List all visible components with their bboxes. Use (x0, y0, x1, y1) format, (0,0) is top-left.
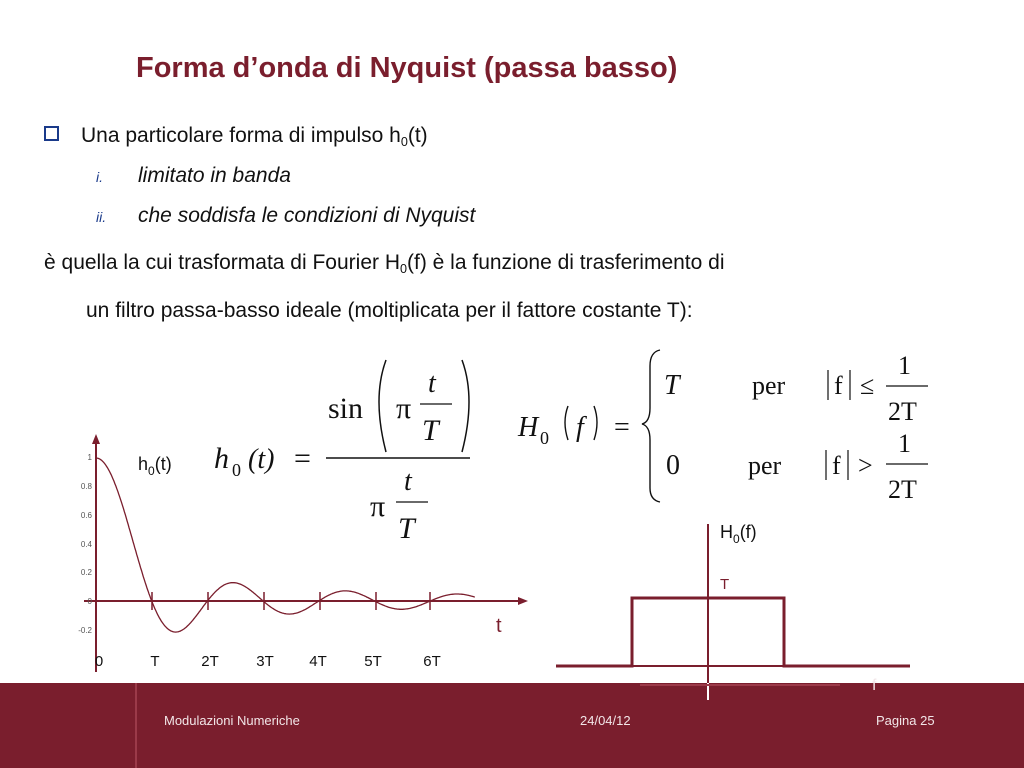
formula-t-den: t (404, 466, 412, 497)
para-text-1: è quella la cui trasformata di Fourier H (44, 251, 400, 274)
slide-title: Forma d’onda di Nyquist (passa basso) (136, 52, 678, 84)
formula2-case2-per: per (748, 451, 782, 480)
footer-bar (0, 683, 1024, 768)
bullet-subscript: 0 (400, 134, 408, 149)
y-tick-label: 0.4 (80, 540, 92, 549)
plot-H0-level-label: T (720, 576, 730, 593)
formula2-case1-val: T (664, 370, 680, 401)
footer-page: Pagina 25 (876, 713, 935, 728)
formula-H0 (517, 350, 928, 504)
formula-h: h (214, 442, 229, 475)
formula2-brace (642, 350, 660, 502)
x-axis-arrow-icon (518, 597, 528, 605)
sub-item-text: che soddisfa le condizioni di Nyquist (138, 204, 476, 227)
formula-pi-den: π (370, 490, 386, 523)
formula-paren-right (462, 360, 469, 452)
para-line-2: un filtro passa-basso ideale (moltiplicata per il fattore costante T): (86, 298, 693, 322)
x-tick-label: 4T (309, 653, 327, 670)
plot-H0-label: $H_0(f)$ (720, 522, 757, 546)
formula2-case2-op: > (858, 451, 873, 480)
y-tick-label: -0.2 (78, 626, 92, 635)
formula2-arg: f (576, 412, 584, 443)
formula-h-arg: (t) (248, 444, 275, 475)
formula-h0 (214, 360, 470, 545)
para-subscript: 0 (400, 261, 408, 276)
formula2-case1-per: per (752, 371, 786, 400)
formula2-H-sub: 0 (540, 428, 549, 448)
x-tick-label: 3T (256, 653, 274, 670)
sub-item-number: i. (96, 169, 103, 185)
formula2-H: H (518, 412, 539, 443)
plot-H0-x-label: f (872, 677, 877, 694)
formula2-case2-den: 2T (888, 475, 917, 504)
x-tick-label: 2T (201, 653, 219, 670)
x-tick-label: 6T (423, 653, 441, 670)
formula2-case1-op: ≤ (860, 371, 875, 400)
footer-course: Modulazioni Numeriche (164, 713, 300, 728)
y-tick-label: 1 (87, 453, 92, 462)
formula2-case1-f: f (834, 371, 843, 400)
footer-date: 24/04/12 (580, 713, 631, 728)
rect-function (556, 598, 910, 666)
x-tick-label: T (150, 653, 160, 670)
formula-t: t (428, 368, 436, 399)
y-tick-label: 0.6 (80, 511, 92, 520)
x-tick-label: 0 (94, 653, 104, 670)
formula-eq: = (294, 442, 311, 475)
x-tick-label: 5T (364, 653, 382, 670)
plot-h0-label: $h_0(t)$ (138, 454, 172, 478)
formula-h-sub: 0 (232, 460, 241, 480)
formula2-case2-f: f (832, 451, 841, 480)
sinc-curve (96, 458, 475, 632)
para-text-2: (f) è la funzione di trasferimento di (407, 251, 725, 274)
sub-item-text: limitato in banda (138, 164, 291, 187)
bullet-text: Una particolare forma di impulso h (81, 124, 401, 147)
sub-item-number: ii. (96, 209, 107, 225)
bullet-tail: (t) (407, 124, 428, 147)
formula-sin: sin (328, 392, 364, 425)
formula2-eq: = (614, 412, 630, 443)
formula-T-den: T (398, 512, 415, 545)
y-tick-label: 0.2 (80, 568, 92, 577)
formula2-case1-den: 2T (888, 397, 917, 426)
y-axis-arrow-icon (92, 434, 100, 444)
y-tick-label: 0 (87, 597, 92, 606)
formula2-case2-val: 0 (666, 450, 680, 481)
formula-paren-left (379, 360, 386, 452)
formula-T: T (422, 414, 439, 447)
formula-pi: π (396, 392, 412, 425)
formula2-case1-num: 1 (898, 351, 911, 380)
formula2-case2-num: 1 (898, 429, 911, 458)
y-tick-label: 0.8 (80, 482, 92, 491)
x-axis-label: t (496, 615, 502, 637)
plot-H0 (556, 522, 910, 683)
